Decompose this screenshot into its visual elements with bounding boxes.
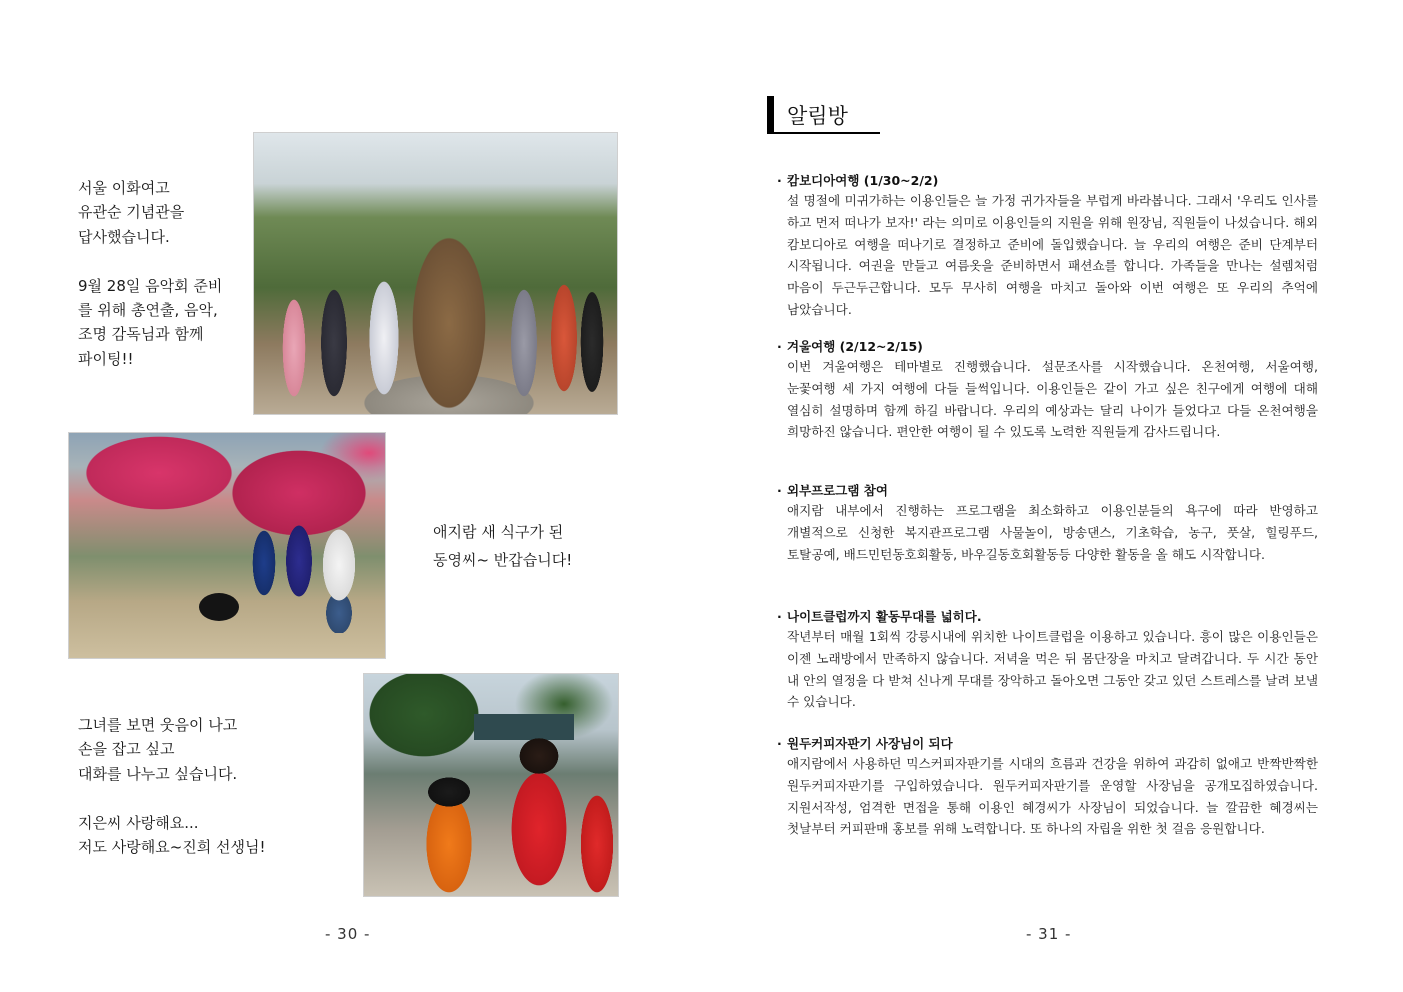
article-title bbox=[777, 172, 1318, 190]
photo-statue-group bbox=[253, 132, 618, 415]
right-page bbox=[703, 0, 1403, 992]
article-cambodia-trip bbox=[777, 172, 1318, 321]
article-external-programs bbox=[777, 482, 1318, 565]
bullet: · bbox=[777, 609, 782, 624]
photo-seated-people bbox=[244, 513, 374, 633]
bullet: · bbox=[777, 483, 782, 498]
article-title bbox=[777, 482, 1318, 500]
article-body: 애지람에서 사용하던 믹스커피자판기를 시대의 흐름과 건강을 위하여 과감히 없애고 반짝반짝한 원두커피자판기를 구입하였습니다. 원두커피자판기를 운영할 사장님을 공개모집하였습니다. 지원서작성, 엄격한 면접을 통해 이용인 혜경씨가 사장님이 되었습니다. 늘 깔끔한 혜경씨는 첫날부터 커피판매 홍보를 위해 노력합니다. 또 하나의 자립을 위한 첫 걸음 응원합니다. bbox=[787, 756, 1318, 837]
caption-love-message: 그녀를 보면 웃음이 나고 손을 잡고 싶고 대화를 나누고 싶습니다. 지은씨 사랑해요... 저도 사랑해요~진희 선생님! bbox=[78, 716, 266, 857]
bullet: · bbox=[777, 173, 782, 188]
photo-blossom-group bbox=[68, 432, 386, 659]
section-title: 알림방 bbox=[787, 104, 848, 128]
article-nightclub bbox=[777, 608, 1318, 713]
article-title-text: 원두커피자판기 사장님이 되다 bbox=[787, 736, 953, 751]
article-body: 작년부터 매월 1회씩 강릉시내에 위치한 나이트클럽을 이용하고 있습니다. 흥이 많은 이용인들은 이젠 노래방에서 만족하지 않습니다. 저녁을 먹은 뒤 몸단장을 마치고 달려갑니다. 두 시간 동안 내 안의 열정을 다 받쳐 신나게 무대를 장악하고 돌아오면 그동안 갖고 있던 스트레스를 날려 보낼 수 있습니다. bbox=[787, 629, 1318, 710]
bullet: · bbox=[777, 339, 782, 354]
article-coffee-machine bbox=[777, 735, 1318, 840]
photo-person-red bbox=[504, 734, 574, 897]
article-title bbox=[777, 338, 1318, 356]
page-number-30: - 30 - bbox=[325, 925, 371, 943]
article-title-text: 캄보디아여행 (1/30~2/2) bbox=[787, 173, 939, 188]
article-body: 애지람 내부에서 진행하는 프로그램을 최소화하고 이용인분들의 욕구에 따라 반영하고 개별적으로 신청한 복지관프로그램 사물놀이, 방송댄스, 기초학습, 농구, 풋살, 힐링푸드, 토탈공예, 배드민턴동호회활동, 바우길동호회활동등 다양한 활동을 올 해도 시작합니다. bbox=[787, 503, 1318, 562]
section-header bbox=[767, 96, 880, 134]
bullet: · bbox=[777, 736, 782, 751]
photo-person-red-2 bbox=[574, 774, 619, 897]
article-title-text: 겨울여행 (2/12~2/15) bbox=[787, 339, 923, 354]
photo-dog bbox=[199, 593, 239, 621]
page-number-31: - 31 - bbox=[1026, 925, 1072, 943]
article-title bbox=[777, 608, 1318, 626]
article-title bbox=[777, 735, 1318, 753]
photo-person-orange bbox=[419, 774, 479, 897]
caption-new-member: 애지람 새 식구가 된 동영씨~ 반갑습니다! bbox=[433, 523, 573, 569]
article-body: 설 명절에 미귀가하는 이용인들은 늘 가정 귀가자들을 부럽게 바라봅니다. 그래서 '우리도 인사를 하고 먼저 떠나가 보자!' 라는 의미로 이용인들의 지원을 위해 원장님, 직원들이 나섰습니다. 해외 캄보디아로 여행을 떠나기로 결정하고 준비에 돌입했습니다. 늘 우리의 여행은 준비 단계부터 시작됩니다. 여권을 만들고 여름옷을 준비하면서 패션쇼를 합니다. 가족들을 만나는 설렘처럼 마음이 두근두근합니다. 모두 무사히 여행을 마치고 돌아와 이번 여행은 또 우리의 추억에 남았습니다. bbox=[787, 193, 1318, 317]
article-winter-trip bbox=[777, 338, 1318, 443]
photo-hiking-group bbox=[363, 673, 619, 897]
left-page bbox=[0, 0, 700, 992]
photo-people bbox=[274, 258, 604, 408]
article-title-text: 외부프로그램 참여 bbox=[787, 483, 888, 498]
article-title-text: 나이트클럽까지 활동무대를 넓히다. bbox=[787, 609, 982, 624]
caption-memorial-visit: 서울 이화여고 유관순 기념관을 답사했습니다. 9월 28일 음악회 준비 를 위해 총연출, 음악, 조명 감독님과 함께 파이팅!! bbox=[78, 179, 223, 368]
article-body: 이번 겨울여행은 테마별로 진행했습니다. 설문조사를 시작했습니다. 온천여행, 서울여행, 눈꽃여행 세 가지 여행에 다들 들썩입니다. 이용인들은 같이 가고 싶은 친구에게 여행에 대해 열심히 설명하며 함께 하길 바랍니다. 우리의 예상과는 달리 나이가 들었다고 다들 온천여행을 희망하진 않습니다. 편안한 여행이 될 수 있도록 노력한 직원들게 감사드립니다. bbox=[787, 359, 1318, 440]
